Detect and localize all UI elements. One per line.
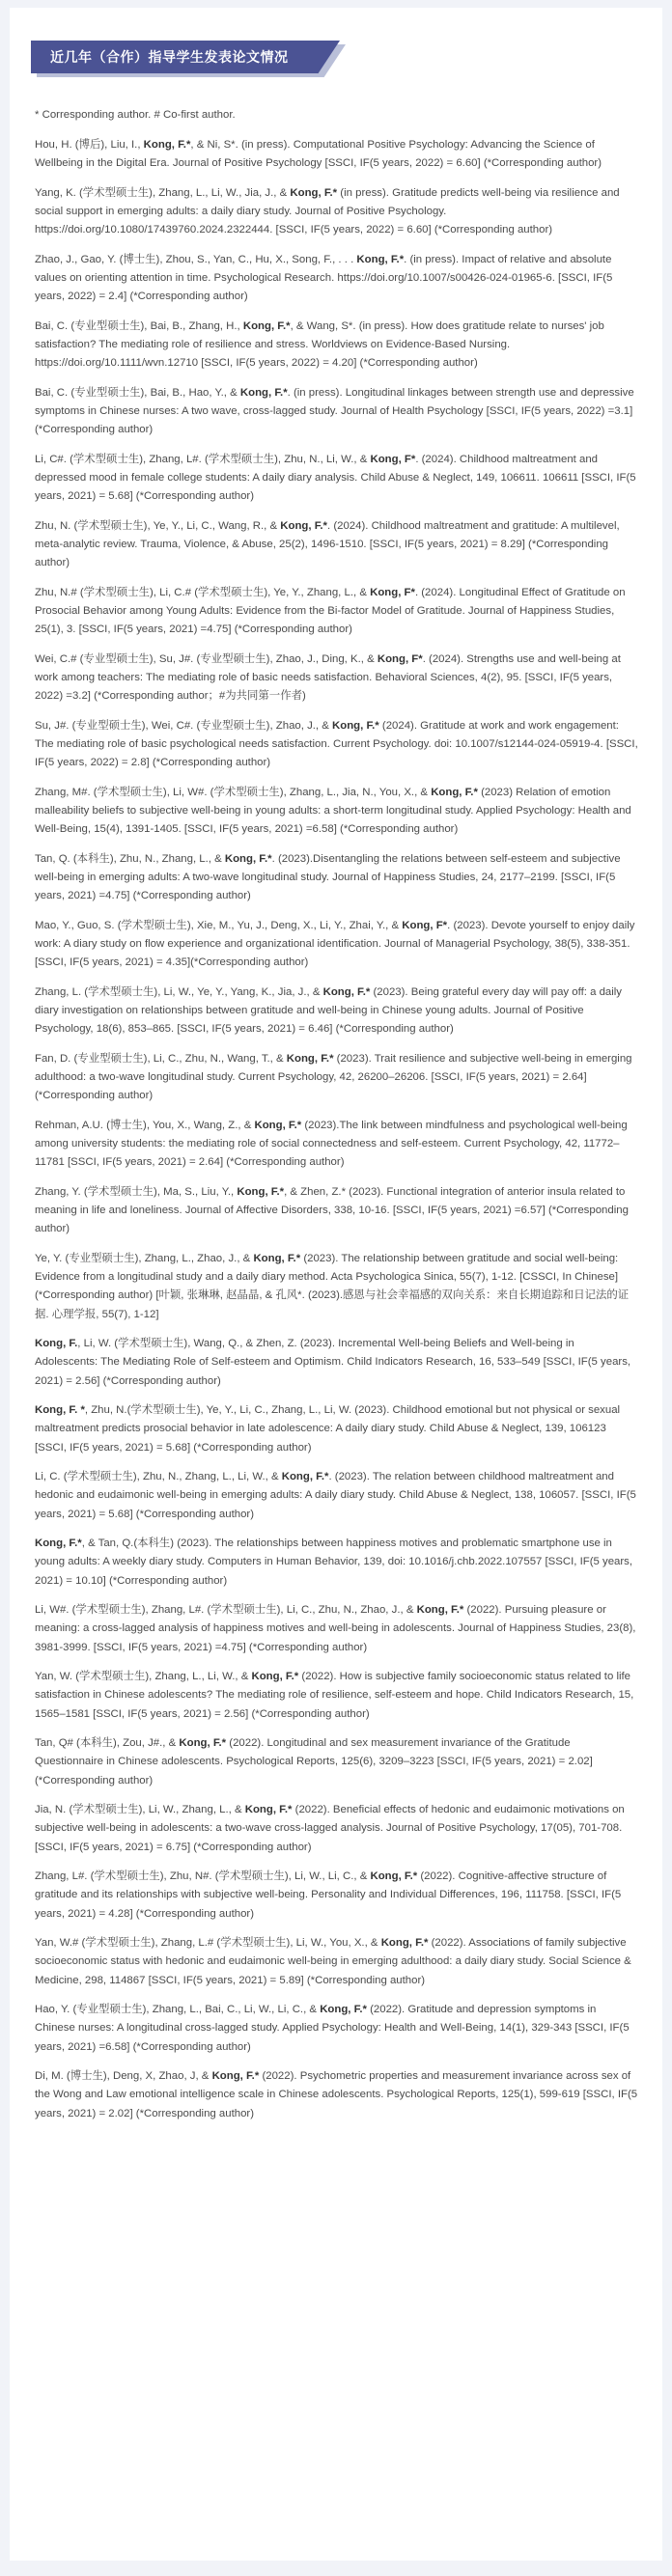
reference-entry [35,384,639,440]
reference-entry [35,717,639,773]
reference-entry [35,2067,639,2123]
reference-entry [35,1117,639,1173]
reference-highlight-author: Kong, F.* [431,787,478,798]
reference-authors-pre: Yang, K. (学术型硕士生), Zhang, L., Li, W., Jia, J., & [35,187,291,199]
reference-entry [35,917,639,973]
reference-authors-pre: Zhu, N.# (学术型硕士生), Li, C.# (学术型硕士生), Ye, Y., Zhang, L., & [35,587,371,598]
reference-details: (in press). Gratitude predicts well-being via resilience and social support in emerging adults: a daily diary study. Journal of Positive Psychology. https://doi.org/10.1080/17439760.2024.2322444. [SSCI, IF(5 years, 2022) = 6.60] (*Corresponding author) [35,187,620,236]
reference-authors-pre: Zhao, J., Gao, Y. (博士生), Zhou, S., Yan, C., Hu, X., Song, F., . . . [35,254,357,265]
section-title: 近几年（合作）指导学生发表论文情况 [50,49,289,65]
reference-highlight-author: Kong, F.* [290,187,338,199]
reference-highlight-author: Kong, F.* [320,2004,367,2016]
reference-entry [35,318,639,374]
reference-highlight-author: Kong, F.* [280,520,327,532]
reference-authors-pre: Su, J#. (专业型硕士生), Wei, C#. (专业型硕士生), Zhao, J., & [35,720,333,732]
reference-authors-pre: Li, C#. (学术型硕士生), Zhang, L#. (学术型硕士生), Zhu, N., Li, W., & [35,454,371,465]
reference-entry [35,451,639,507]
reference-highlight-author: Kong, F.* [237,1186,285,1198]
reference-authors-pre: Jia, N. (学术型硕士生), Li, W., Zhang, L., & [35,1804,245,1816]
reference-highlight-author: Kong, F.* [322,986,371,998]
reference-entry [35,1934,639,1990]
reference-details: . (2023).Disentangling the relations between self-esteem and subjective well-being in emerging adults: A two-wave longitudinal study. Journal of Happiness Studies, 24, 2177–2199. [SSCI, IF(5 years, 2021) =4.75] (*Corresponding author) [35,853,621,902]
reference-authors-pre: Rehman, A.U. (博士生), You, X., Wang, Z., & [35,1120,255,1131]
reference-entry [35,1868,639,1924]
reference-entry [35,184,639,240]
reference-highlight-author: Kong, F.* [380,1937,429,1950]
reference-highlight-author: Kong, F.* [254,1120,302,1131]
reference-authors-pre: Li, C. (学术型硕士生), Zhu, N., Zhang, L., Li, W., & [35,1471,282,1483]
reference-entry [35,1734,639,1790]
reference-highlight-author: Kong, F.* [143,139,191,152]
reference-entry [35,784,639,840]
legend-note: * Corresponding author. # Co-first author. [35,109,236,121]
reference-authors-pre: Yan, W. (学术型硕士生), Zhang, L., Li, W., & [35,1671,252,1683]
reference-details: (2023) Relation of emotion malleability beliefs to subjective well-being in young adults: a short-term longitudinal study. Applied Psychology: Health and Well-Being, 15(4), 1391-1405. [SSCI, IF(5 years, 2021) =6.58] (*Corresponding author) [35,787,631,836]
reference-details: . (in press). Longitudinal linkages between strength use and depressive symptoms in Chinese nurses: A two wave, cross-lagged study. Journal of Health Psychology [SSCI, IF(5 years, 2022) =3.1] (*Corresponding author) [35,387,634,436]
reference-authors-pre: Zhang, L. (学术型硕士生), Li, W., Ye, Y., Yang, K., Jia, J., & [35,986,323,998]
reference-details: (2022). Beneficial effects of hedonic and eudaimonic motivations on subjective well-being in adolescents: a two-wave cross-lagged analysis. Journal of Positive Psychology, 17(05), 701-708. [SSCI, IF(5 years, 2021) = 6.75] (*Corresponding author) [35,1804,625,1853]
reference-details: , Zhu, N.(学术型硕士生), Ye, Y., Li, C., Zhang, L., Li, W. (2023). Childhood emotional but not physical or sexual maltreatment predicts prosocial behavior in late adolescence: A daily diary study. Child Abuse & Neglect, 139, 106123 [SSCI, IF(5 years, 2021) = 5.68] (*Corresponding author) [35,1404,621,1454]
reference-list [35,136,639,2123]
reference-highlight-author: Kong, F.* [356,254,405,265]
reference-highlight-author: Kong, F. * [35,1404,85,1417]
reference-highlight-author: Kong, F.* [244,1804,293,1816]
reference-highlight-author: Kong, F* [377,653,423,665]
reference-highlight-author: Kong, F.* [242,320,291,332]
reference-highlight-author: Kong, F.* [179,1737,227,1750]
reference-entry [35,1535,639,1591]
reference-authors-pre: Bai, C. (专业型硕士生), Bai, B., Hao, Y., & [35,387,240,399]
reference-details: (2022). Pursuing pleasure or meaning: a cross-lagged analysis of happiness motives and well-being in adolescents. Journal of Happiness Studies, 23(8), 3981-3999. [SSCI, IF(5 years, 2021) =4.75] (*Corresponding author) [35,1604,636,1653]
reference-entry [35,1668,639,1724]
reference-authors-pre: Tan, Q# (本科生), Zou, J#., & [35,1737,180,1750]
reference-entry [35,2001,639,2057]
reference-details: . (2023). The relation between childhood maltreatment and hedonic and eudaimonic well-being in emerging adults: A daily diary study. Child Abuse & Neglect, 138, 106057. [SSCI, IF(5 years, 2021) = 5.68] (*Corresponding author) [35,1471,636,1520]
reference-details: (2023). Being grateful every day will pay off: a daily diary investigation on relationships between gratitude and well-being in Chinese young adults. Journal of Positive Psychology, 18(6), 853–865. [SSCI, IF(5 years, 2021) = 6.46] (*Corresponding author) [35,986,622,1036]
reference-authors-pre: Fan, D. (专业型硕士生), Li, C., Zhu, N., Wang, T., & [35,1053,287,1065]
reference-details: (2022). Longitudinal and sex measurement invariance of the Gratitude Questionnaire in Chinese adolescents. Psychological Reports, 125(6), 3209–3223 [SSCI, IF(5 years, 2021) = 2.02] (*Corresponding author) [35,1737,593,1787]
section-header [31,41,340,73]
reference-highlight-author: Kong, F.* [211,2070,260,2083]
reference-entry [35,651,639,706]
reference-authors-pre: Di, M. (博士生), Deng, X, Zhao, J, & [35,2070,212,2083]
reference-details: , & Zhen, Z.* (2023). Functional integration of anterior insula related to meaning in life and loneliness. Journal of Affective Disorders, 338, 10-16. [SSCI, IF(5 years, 2021) =6.57] (*Corresponding author) [35,1186,629,1235]
reference-entry [35,1468,639,1524]
reference-authors-pre: Tan, Q. (本科生), Zhu, N., Zhang, L., & [35,853,225,865]
reference-details: (2022). Psychometric properties and measurement invariance across sex of the Wong and Law emotional intelligence scale in Chinese adolescents. Psychological Reports, 125(1), 599-619 [SSCI, IF(5 years, 2021) = 2.02] (*Corresponding author) [35,2070,638,2119]
reference-entry [35,251,639,307]
reference-details: , & Wang, S*. (in press). How does gratitude relate to nurses' job satisfaction? The mediating role of resilience and stress. Worldviews on Evidence-Based Nursing. https://doi.org/10.1111/wvn.12710 [SSCI, IF(5 years, 2022) = 4.20] (*Corresponding author) [35,320,604,370]
reference-details: (2022). Associations of family subjective socioeconomic status with hedonic and eudaimonic well-being in emerging adulthood: a daily diary study. Social Science & Medicine, 298, 114867 [SSCI, IF(5 years, 2021) = 5.89] (*Corresponding author) [35,1937,631,1986]
reference-entry [35,584,639,640]
reference-entry [35,850,639,906]
reference-highlight-author: Kong, F.* [239,387,288,399]
reference-details: , & Ni, S*. (in press). Computational Positive Psychology: Advancing the Science of Wellbeing in the Digital Era. Journal of Positive Psychology [SSCI, IF(5 years, 2022) = 6.60] (*Corresponding author) [35,139,602,170]
reference-details: . (2024). Strengths use and well-being at work among teachers: The mediating role of basic needs satisfaction. Behavioral Sciences, 4(2), 95. [SSCI, IF(5 years, 2022) =3.2] (*Corresponding author；#为共同第一作者) [35,653,621,703]
reference-highlight-author: Kong, F.* [286,1053,334,1065]
reference-authors-pre: Hao, Y. (专业型硕士生), Zhang, L., Bai, C., Li, W., Li, C., & [35,2004,321,2016]
reference-entry [35,983,639,1039]
reference-highlight-author: Kong, F.* [224,853,272,865]
reference-details: (2022). Gratitude and depression symptoms in Chinese nurses: A longitudinal cross-lagged study. Applied Psychology: Health and Well-Being, 14(1), 329-343 [SSCI, IF(5 years, 2021) =6.58] (*Corresponding author) [35,2004,630,2053]
reference-highlight-author: Kong, F* [370,454,416,465]
reference-entry [35,517,639,573]
reference-details: (2022). How is subjective family socioeconomic status related to life satisfaction in Chinese adolescents? The mediating role of resilience, self-esteem and hope. Child Indicators Research, 15, 1565–1581 [SSCI, IF(5 years, 2021) = 2.56] (*Corresponding author) [35,1671,634,1720]
reference-entry [35,1050,639,1106]
reference-authors-pre: Bai, C. (专业型硕士生), Bai, B., Zhang, H., [35,320,243,332]
reference-authors-pre: Hou, H. (博后), Liu, I., [35,139,144,152]
reference-authors-pre: Li, W#. (学术型硕士生), Zhang, L#. (学术型硕士生), Li, C., Zhu, N., Zhao, J., & [35,1604,417,1617]
reference-entry [35,1601,639,1657]
reference-details: , & Tan, Q.(本科生) (2023). The relationships between happiness motives and problematic smartphone use in young adults: A weekly diary study. Computers in Human Behavior, 139, doi: 10.1016/j.chb.2022.107557 [SSCI, IF(5 years, 2021) = 10.10] (*Corresponding author) [35,1537,633,1587]
reference-authors-pre: Zhang, L#. (学术型硕士生), Zhu, N#. (学术型硕士生), Li, W., Li, C., & [35,1870,371,1883]
reference-highlight-author: Kong, F.* [251,1671,299,1683]
reference-authors-pre: Zhang, Y. (学术型硕士生), Ma, S., Liu, Y., [35,1186,238,1198]
reference-highlight-author: Kong, F.* [253,1253,301,1264]
reference-entry [35,1335,639,1391]
reference-details: (2023). Trait resilience and subjective well-being in emerging adulthood: a two-wave longitudinal study. Current Psychology, 42, 26200–26206. [SSCI, IF(5 years, 2021) = 2.64] (*Corresponding author) [35,1053,632,1102]
reference-highlight-author: Kong, F. [35,1338,78,1350]
reference-details: (2022). Cognitive-affective structure of gratitude and its relationships with subjective well-being. Personality and Individual Differences, 196, 111758. [SSCI, IF(5 years, 2021) = 4.28] (*Corresponding author) [35,1870,622,1920]
reference-details: . (2024). Childhood maltreatment and gratitude: A multilevel, meta-analytic review. Trauma, Violence, & Abuse, 25(2), 1496-1510. [SSCI, IF(5 years, 2021) = 8.29] (*Corresponding author) [35,520,620,569]
reference-authors-pre: Zhang, M#. (学术型硕士生), Li, W#. (学术型硕士生), Zhang, L., Jia, N., You, X., & [35,787,432,798]
reference-authors-pre: Yan, W.# (学术型硕士生), Zhang, L.# (学术型硕士生), Li, W., You, X., & [35,1937,381,1950]
reference-details: (2023). The relationship between gratitude and social well-being: Evidence from a longitudinal study and a daily diary method. Acta Psychologica Sinica, 55(7), 1-12. [CSSCI, In Chinese] (*Corresponding author) [叶颖, 张琳琳, 赵晶晶, & 孔风*. (2023).感恩与社会幸福感的双向关系：来自长期追踪和日记法的证据. 心理学报, 55(7), 1-12] [35,1253,630,1320]
reference-authors-pre: Ye, Y. (专业型硕士生), Zhang, L., Zhao, J., & [35,1253,254,1264]
reference-details: . (2023). Devote yourself to enjoy daily work: A diary study on flow experience and organizational identification. Journal of Managerial Psychology, 38(5), 338-351. [SSCI, IF(5 years, 2021) = 4.35](*Corresponding author) [35,920,635,969]
reference-details: . (2024). Childhood maltreatment and depressed mood in female college students: A daily diary analysis. Child Abuse & Neglect, 149, 106611. 106611 [SSCI, IF(5 years, 2021) = 5.68] (*Corresponding author) [35,454,636,503]
reference-highlight-author: Kong, F* [402,920,448,931]
reference-entry [35,1801,639,1857]
reference-highlight-author: Kong, F.* [35,1537,82,1550]
reference-details: (2024). Gratitude at work and work engagement: The mediating role of basic psychological needs satisfaction. Current Psychology. doi: 10.1007/s12144-024-05919-4. [SSCI, IF(5 years, 2022) = 2.8] (*Corresponding author) [35,720,638,769]
reference-entry [35,136,639,173]
reference-highlight-author: Kong, F.* [416,1604,464,1617]
reference-authors-pre: Wei, C.# (专业型硕士生), Su, J#. (专业型硕士生), Zhao, J., Ding, K., & [35,653,378,665]
reference-entry [35,1250,639,1324]
reference-highlight-author: Kong, F.* [281,1471,329,1483]
reference-highlight-author: Kong, F.* [332,720,379,732]
reference-authors-pre: Zhu, N. (学术型硕士生), Ye, Y., Li, C., Wang, R., & [35,520,281,532]
publication-page [10,8,662,2561]
reference-details: . (in press). Impact of relative and absolute values on orienting attention in time. Psychological Research. https://doi.org/10.1007/s00426-024-01965-6. [SSCI, IF(5 years, 2022) = 2.4] (*Corresponding author) [35,254,613,303]
reference-details: . (2024). Longitudinal Effect of Gratitude on Prosocial Behavior among Young Adults: Evidence from the Bi-factor Model of Gratitude. Journal of Happiness Studies, 25(1), 3. [SSCI, IF(5 years, 2021) =4.75] (*Corresponding author) [35,587,626,636]
reference-details: (2023).The link between mindfulness and psychological well-being among university students: the mediating role of social connectedness and self-esteem. Current Psychology, 42, 11772–11781 [SSCI, IF(5 years, 2021) = 2.64] (*Corresponding author) [35,1120,628,1169]
reference-highlight-author: Kong, F.* [370,1870,418,1883]
publication-list [35,106,639,2134]
reference-details: , Li, W. (学术型硕士生), Wang, Q., & Zhen, Z. (2023). Incremental Well-being Beliefs and Well-being in Adolescents: The Mediating Role of Self-esteem and Optimism. Child Indicators Research, 16, 533–549 [SSCI, IF(5 years, 2021) = 2.56] (*Corresponding author) [35,1338,631,1387]
reference-authors-pre: Mao, Y., Guo, S. (学术型硕士生), Xie, M., Yu, J., Deng, X., Li, Y., Zhai, Y., & [35,920,403,931]
reference-entry [35,1183,639,1239]
reference-highlight-author: Kong, F* [370,587,415,598]
reference-entry [35,1401,639,1457]
